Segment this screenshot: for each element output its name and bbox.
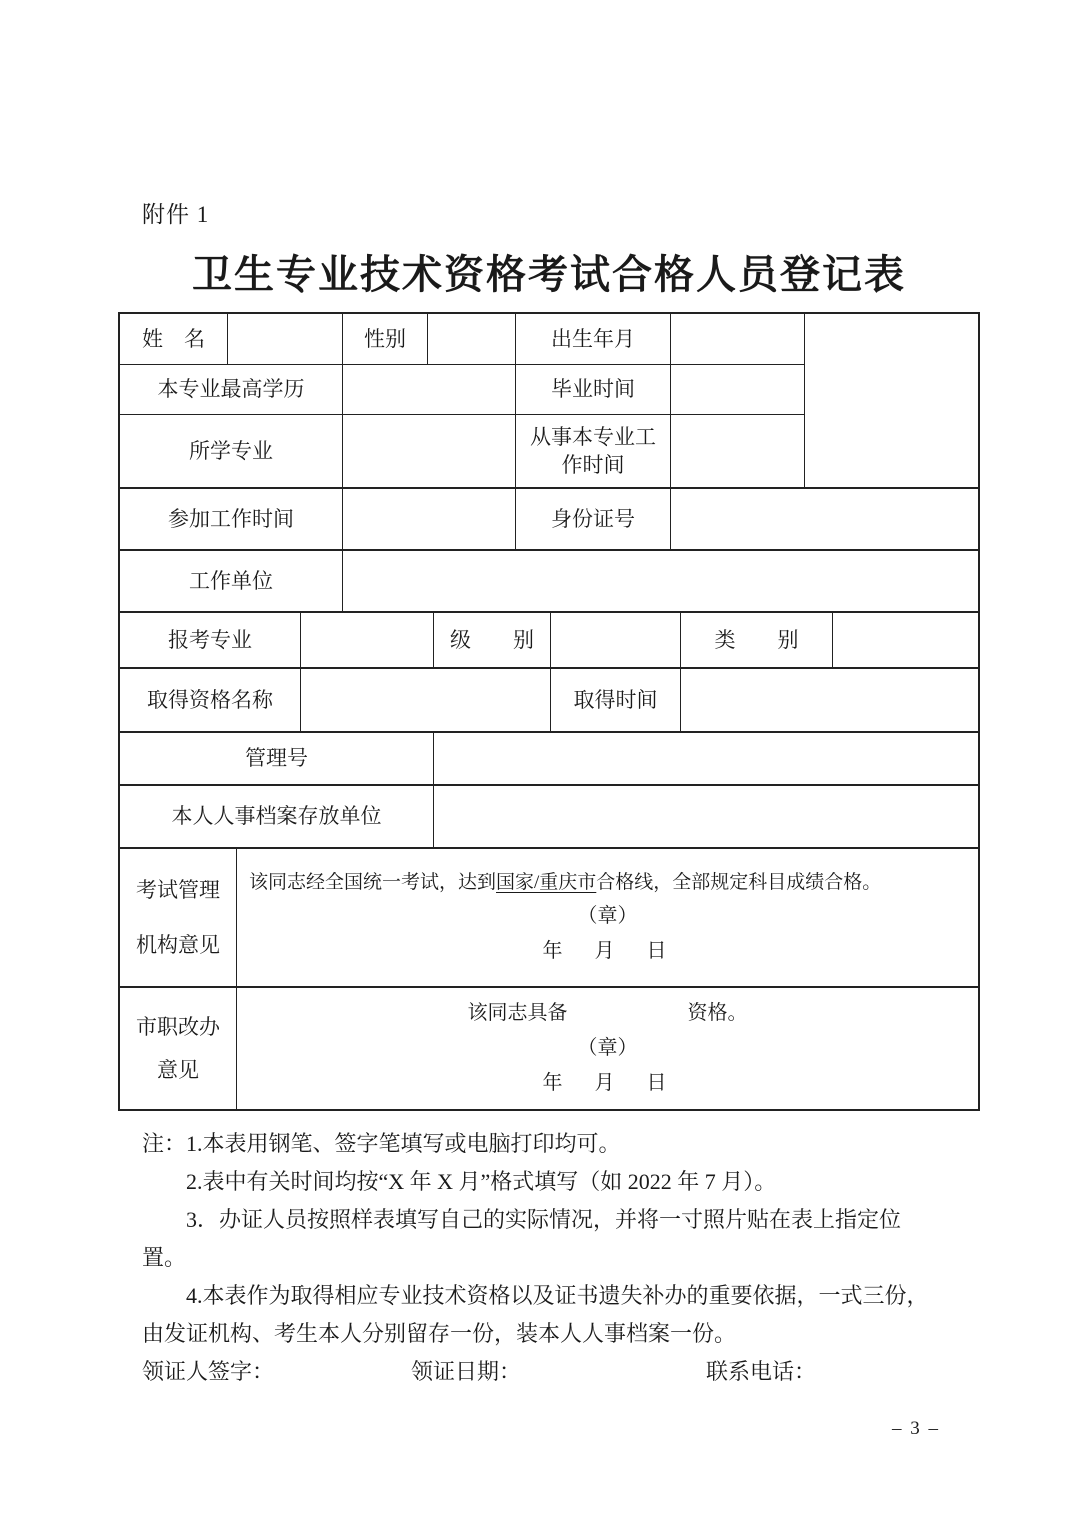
obtain-time-label: 取得时间 <box>550 669 680 731</box>
exam-major-label: 报考专业 <box>168 627 252 652</box>
exam-authority-label-line2: 机构意见 <box>136 932 220 957</box>
title-reform-opinion-cell <box>236 988 978 1109</box>
registration-form-table <box>118 312 980 1111</box>
birth-value-cell <box>670 314 804 364</box>
level-label: 级 别 <box>433 613 550 667</box>
category-value-cell <box>832 613 978 667</box>
notes-section <box>142 1125 944 1353</box>
exam-major-value-cell <box>300 613 433 667</box>
row-major <box>120 414 804 487</box>
exam-authority-opinion-cell <box>236 849 978 986</box>
education-value-cell <box>342 365 515 414</box>
statement-pre: 该同志经全国统一考试，达到 <box>249 871 497 893</box>
category-label: 类 别 <box>680 613 832 667</box>
archive-unit-label: 本人人事档案存放单位 <box>171 804 382 829</box>
row-name-gender-birth <box>120 314 804 364</box>
management-number-value-cell <box>433 733 978 784</box>
title-reform-seal: （章） <box>577 1037 638 1059</box>
top-section <box>120 314 978 487</box>
exam-authority-date: 年 月 日 <box>542 940 673 963</box>
id-number-label: 身份证号 <box>515 489 670 549</box>
major-value-cell <box>342 415 515 487</box>
name-value-cell <box>227 314 342 364</box>
sign-label: 领证人签字： <box>142 1359 275 1384</box>
title-reform-label <box>120 988 236 1109</box>
name-label: 姓 名 <box>142 326 205 351</box>
qualification-name-label: 取得资格名称 <box>147 687 273 712</box>
title-reform-statement: 该同志具备 资格。 <box>467 1002 748 1024</box>
exam-authority-label <box>120 849 236 986</box>
work-in-major-value-cell <box>670 415 804 487</box>
management-number-label: 管理号 <box>245 746 308 771</box>
page-title: 卫生专业技术资格考试合格人员登记表 <box>192 252 906 297</box>
exam-authority-label-line1: 考试管理 <box>136 878 220 903</box>
row-exam-authority-opinion <box>120 847 978 986</box>
row-employer <box>120 549 978 611</box>
certificate-footer-line <box>142 1353 980 1391</box>
photo-area <box>804 314 978 487</box>
attachment-label: 附件 1 <box>142 202 210 227</box>
row-title-reform-opinion <box>120 986 978 1109</box>
employer-label: 工作单位 <box>189 568 273 593</box>
gender-label: 性别 <box>342 314 427 364</box>
page-number: – 3 – <box>892 1418 940 1439</box>
employer-value-cell <box>342 551 978 611</box>
work-start-value-cell <box>342 489 515 549</box>
graduation-label: 毕业时间 <box>515 365 670 414</box>
work-start-label: 参加工作时间 <box>168 506 294 531</box>
note-1: 注：1.本表用钢笔、签字笔填写或电脑打印均可。 <box>142 1131 621 1156</box>
row-education <box>120 364 804 414</box>
statement-post: 合格线，全部规定科目成绩合格。 <box>596 871 882 893</box>
row-qualification <box>120 667 978 731</box>
id-number-value-cell <box>670 489 978 549</box>
title-reform-label-line2: 意见 <box>157 1057 199 1082</box>
date-label: 领证日期： <box>411 1359 522 1384</box>
work-in-major-label: 从事本专业工作时间 <box>515 415 670 487</box>
note-3: 3．办证人员按照样表填写自己的实际情况，并将一寸照片贴在表上指定位置。 <box>142 1207 902 1270</box>
birth-label: 出生年月 <box>515 314 670 364</box>
note-2: 2.表中有关时间均按“X 年 X 月”格式填写（如 2022 年 7 月）。 <box>186 1169 777 1194</box>
top-left-grid <box>120 314 804 487</box>
row-exam-major-level-category <box>120 611 978 667</box>
archive-unit-value-cell <box>433 786 978 847</box>
level-value-cell <box>550 613 680 667</box>
row-management-number <box>120 731 978 784</box>
note-4: 4.本表作为取得相应专业技术资格以及证书遗失补办的重要依据，一式三份，由发证机构、考生本人分别留存一份，装本人人事档案一份。 <box>142 1283 929 1346</box>
major-label: 所学专业 <box>189 438 273 463</box>
qualification-name-value-cell <box>300 669 550 731</box>
exam-authority-statement <box>249 870 966 896</box>
education-label: 本专业最高学历 <box>157 377 305 402</box>
row-work-start-id <box>120 487 978 549</box>
row-archive-unit <box>120 784 978 847</box>
title-reform-label-line1: 市职改办 <box>136 1015 220 1040</box>
title-reform-date: 年 月 日 <box>542 1072 673 1094</box>
obtain-time-value-cell <box>680 669 978 731</box>
phone-label: 联系电话： <box>706 1359 817 1384</box>
gender-value-cell <box>427 314 515 364</box>
statement-underlined: 国家/重庆市 <box>496 871 597 893</box>
exam-authority-seal: （章） <box>577 905 638 928</box>
graduation-value-cell <box>670 365 804 414</box>
